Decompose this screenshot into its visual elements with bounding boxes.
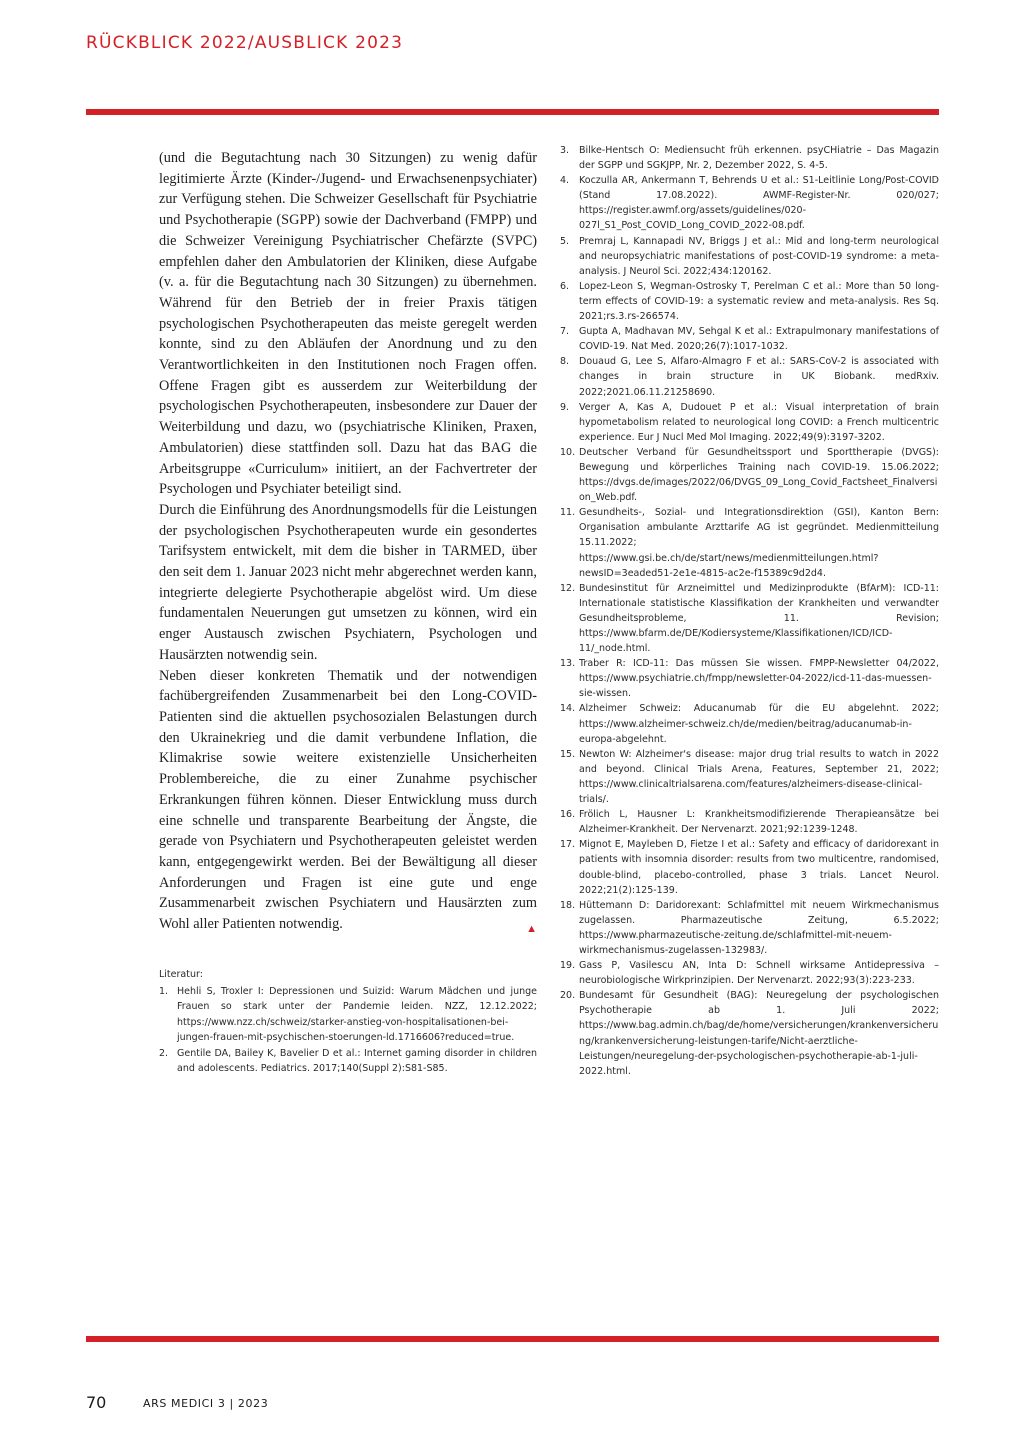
reference-number: 17. xyxy=(560,839,576,851)
reference-item xyxy=(560,988,939,1079)
reference-number: 2. xyxy=(159,1047,169,1059)
reference-number: 20. xyxy=(560,990,576,1002)
reference-item xyxy=(560,324,939,354)
reference-item xyxy=(560,445,939,505)
body-paragraph: Durch die Einführung des Anordnungsmodells für die Leistungen der psychologischen Psychotherapeuten wurde ein gesondertes Tarifsystem entwickelt, mit dem die bisher in TARMED, über den seit dem 1. Januar 2023 nicht mehr abgerechnet werden kann, integrierte delegierte Psychotherapie abgelöst wird. Um diese fundamentalen Neuerungen gut umsetzen zu können, wird ein enger Austausch zwischen Psychiatern, Psychologen und Hausärzten notwendig sein. xyxy=(159,501,537,663)
reference-text: Lopez-Leon S, Wegman-Ostrosky T, Perelman C et al.: More than 50 long-term effects of COVID-19: a systematic review and meta-analysis. Res Sq. 2021;rs.3.rs-266574. xyxy=(579,280,939,323)
reference-item xyxy=(560,898,939,958)
reference-item xyxy=(560,354,939,399)
reference-item xyxy=(560,143,939,173)
reference-text: Gesundheits-, Sozial- und Integrationsdirektion (GSI), Kanton Bern: Organisation ambulante Arzttarife AG ist gegründet. Medienmitteilung 15.11.2022; https://www.gsi.be.ch/de/start/news/medienmitteilungen.html?newsID=3eaded51-2e1e-4815-ac2e-f15389c9d2d4. xyxy=(579,507,939,579)
reference-text: Hüttemann D: Daridorexant: Schlafmittel mit neuem Wirkmechanismus zugelassen. Pharmazeutische Zeitung, 6.5.2022; https://www.pharmazeutische-zeitung.de/schlafmittel-mit-neuem-wirkmechanismus-zugelassen-132983/. xyxy=(579,899,939,956)
reference-item xyxy=(560,656,939,701)
reference-text: Koczulla AR, Ankermann T, Behrends U et al.: S1-Leitlinie Long/Post-COVID (Stand 17.08.2022). AWMF-Register-Nr. 020/027; https://register.awmf.org/assets/guidelines/020-027l_S1_Post_COVID_Long_COVID_2022-08.pdf. xyxy=(579,175,939,232)
page-number: 70 xyxy=(86,1393,107,1412)
body-paragraph xyxy=(159,666,537,935)
reference-number: 18. xyxy=(560,899,576,911)
reference-number: 13. xyxy=(560,658,576,670)
body-paragraph-text: Neben dieser konkreten Thematik und der notwendigen fachübergreifenden Zusammenarbeit bei den Long-COVID-Patienten sind die aktuellen psychosozialen Belastungen durch den Ukrainekrieg und die damit verbundene Inflation, die Klimakrise sowie weitere existenzielle Unsicherheiten Problembereiche, die zu einer Zunahme psychischer Erkrankungen führen können. Dieser Entwicklung muss durch eine schnelle und transparente Bearbeitung der Ängste, die gerade von Psychiatern und Psychotherapeuten geleistet werden kann, entgegengewirkt werden. Bei der Bewältigung all dieser Anforderungen und Fragen ist eine gute und enge Zusammenarbeit zwischen Psychiatern und Hausärzten zum Wohl aller Patienten notwendig. xyxy=(159,667,537,933)
reference-item xyxy=(159,1046,537,1077)
section-title: RÜCKBLICK 2022/AUSBLICK 2023 xyxy=(86,33,404,53)
reference-number: 6. xyxy=(560,280,570,292)
reference-text: Alzheimer Schweiz: Aducanumab für die EU abgelehnt. 2022; https://www.alzheimer-schweiz.ch/de/medien/beitrag/aducanumab-in-europa-abgelehnt. xyxy=(579,703,939,745)
reference-number: 7. xyxy=(560,326,570,338)
reference-text: Frölich L, Hausner L: Krankheitsmodifizierende Therapieansätze bei Alzheimer-Krankheit. Der Nervenarzt. 2021;92:1239-1248. xyxy=(579,809,939,836)
header-rule xyxy=(86,109,939,115)
reference-item xyxy=(560,701,939,746)
literature-section xyxy=(159,967,537,1077)
reference-number: 16. xyxy=(560,809,576,821)
reference-item xyxy=(560,837,939,897)
journal-name: ARS MEDICI 3 | 2023 xyxy=(143,1397,269,1410)
reference-number: 19. xyxy=(560,960,576,972)
reference-list-right xyxy=(560,143,939,1079)
reference-text: Gentile DA, Bailey K, Bavelier D et al.: Internet gaming disorder in children and adolescents. Pediatrics. 2017;140(Suppl 2):S81-S85. xyxy=(177,1047,537,1074)
reference-number: 5. xyxy=(560,235,570,247)
reference-text: Bilke-Hentsch O: Mediensucht früh erkennen. psyCHiatrie – Das Magazin der SGPP und SGKJPP, Nr. 2, Dezember 2022, S. 4-5. xyxy=(579,145,939,172)
footer-rule xyxy=(86,1336,939,1342)
reference-text: Bundesamt für Gesundheit (BAG): Neuregelung der psychologischen Psychotherapie ab 1. Juli 2022; https://www.bag.admin.ch/bag/de/home/versicherungen/krankenversicherung/krankenversicherung-leistungen-tarife/Nicht-aerztliche-Leistungen/neuregelung-der-psychologischen-psychotherapie-ab-1-juli-2022.html. xyxy=(579,990,939,1077)
reference-number: 15. xyxy=(560,748,576,760)
reference-text: Deutscher Verband für Gesundheitssport und Sporttherapie (DVGS): Bewegung und körperliches Training nach COVID-19. 15.06.2022; https://dvgs.de/images/2022/06/DVGS_09_Long_Covid_Factsheet_Finalversion_Web.pdf. xyxy=(579,446,939,504)
article-body xyxy=(159,148,537,940)
reference-item xyxy=(560,581,939,656)
reference-item xyxy=(560,958,939,988)
reference-number: 3. xyxy=(560,145,570,156)
reference-number: 12. xyxy=(560,582,576,594)
reference-text: Mignot E, Mayleben D, Fietze I et al.: Safety and efficacy of daridorexant in patients with insomnia disorder: results from two multicentre, randomised, double-blind, placebo-controlled, phase 3 trials. Lancet Neurol. 2022;21(2):125-139. xyxy=(579,839,939,896)
reference-item xyxy=(560,505,939,580)
reference-text: Hehli S, Troxler I: Depressionen und Suizid: Warum Mädchen und junge Frauen so stark unter der Pandemie leiden. NZZ, 12.12.2022; https://www.nzz.ch/schweiz/starker-anstieg-von-hospitalisationen-bei-jungen-frauen-mit-psychischen-stoerungen-ld.1716606?reduced=true. xyxy=(177,985,537,1043)
reference-text: Newton W: Alzheimer's disease: major drug trial results to watch in 2022 and beyond. Clinical Trials Arena, Features, September 21, 2022; https://www.clinicaltrialsarena.com/features/alzheimers-disease-clinical-trials/. xyxy=(579,748,939,806)
reference-column-right xyxy=(560,143,939,1079)
reference-text: Douaud G, Lee S, Alfaro-Almagro F et al.: SARS-CoV-2 is associated with changes in brain structure in UK Biobank. medRxiv. 2022;2021.06.11.21258690. xyxy=(579,356,939,398)
reference-number: 4. xyxy=(560,175,570,187)
reference-number: 9. xyxy=(560,401,570,413)
reference-list-left xyxy=(159,984,537,1077)
reference-number: 1. xyxy=(159,985,169,997)
reference-item xyxy=(560,747,939,807)
reference-item xyxy=(560,279,939,324)
reference-number: 14. xyxy=(560,703,576,715)
reference-text: Bundesinstitut für Arzneimittel und Medizinprodukte (BfArM): ICD-11: Internationale statistische Klassifikation der Krankheiten und verwandter Gesundheitsprobleme, 11. Revision; https://www.bfarm.de/DE/Kodiersysteme/Klassifikationen/ICD/ICD-11/_node.html. xyxy=(579,582,939,655)
reference-text: Verger A, Kas A, Dudouet P et al.: Visual interpretation of brain hypometabolism related to neurological long COVID: a French multicentric experience. Eur J Nucl Med Mol Imaging. 2022;49(9):3197-3202. xyxy=(579,401,939,443)
reference-item xyxy=(560,234,939,279)
end-of-article-icon: ▲ xyxy=(526,923,537,936)
reference-number: 8. xyxy=(560,356,570,368)
reference-number: 11. xyxy=(560,507,576,519)
reference-text: Gupta A, Madhavan MV, Sehgal K et al.: Extrapulmonary manifestations of COVID-19. Nat Med. 2020;26(7):1017-1032. xyxy=(579,326,939,353)
reference-item xyxy=(560,173,939,233)
body-paragraph: (und die Begutachtung nach 30 Sitzungen) zu wenig dafür legitimierte Ärzte (Kinder-/Jugend- und Erwachsenenpsychiater) zur Verfügung stehen. Die Schweizer Gesellschaft für Psychiatrie und Psychotherapie (SGPP) sowie der Dachverband (FMPP) und die Schweizer Vereinigung Psychiatrischer Chefärzte (SVPC) empfehlen daher den Ambulatorien der Kliniken, diese Aufgabe (v. a. für die Begutachtung nach 30 Sitzungen) zu übernehmen. Während für den Betrieb der in freier Praxis tätigen psychologischen Psychotherapeuten das meiste geregelt werden konnte, sind zu den Abläufen der Anordnung und zu den Verantwortlichkeiten in den Institutionen noch Fragen offen. Offene Fragen gibt es ausserdem zur Weiterbildung der psychologischen Psychotherapeuten, insbesondere zur Dauer der Weiterbildung und dazu, wo (psychiatrische Kliniken, Praxen, Ambulatorien) diese stattfinden soll. Dazu hat das BAG die Arbeitsgruppe «Curriculum» initiiert, an der Fachvertreter der Psychologen und Psychiater beteiligt sind. xyxy=(159,150,537,498)
reference-item xyxy=(159,984,537,1046)
literature-label: Literatur: xyxy=(159,969,203,980)
reference-text: Gass P, Vasilescu AN, Inta D: Schnell wirksame Antidepressiva – neurobiologische Wirkprinzipien. Der Nervenarzt. 2022;93(3):223-233. xyxy=(579,960,939,987)
reference-number: 10. xyxy=(560,446,576,458)
reference-item xyxy=(560,807,939,837)
reference-text: Traber R: ICD-11: Das müssen Sie wissen. FMPP-Newsletter 04/2022, https://www.psychiatrie.ch/fmpp/newsletter-04-2022/icd-11-das-muessen-sie-wissen. xyxy=(579,658,939,700)
reference-text: Premraj L, Kannapadi NV, Briggs J et al.: Mid and long-term neurological and neuropsychiatric manifestations of post-COVID-19 syndrome: a meta-analysis. J Neurol Sci. 2022;434:120162. xyxy=(579,235,939,277)
reference-item xyxy=(560,400,939,445)
